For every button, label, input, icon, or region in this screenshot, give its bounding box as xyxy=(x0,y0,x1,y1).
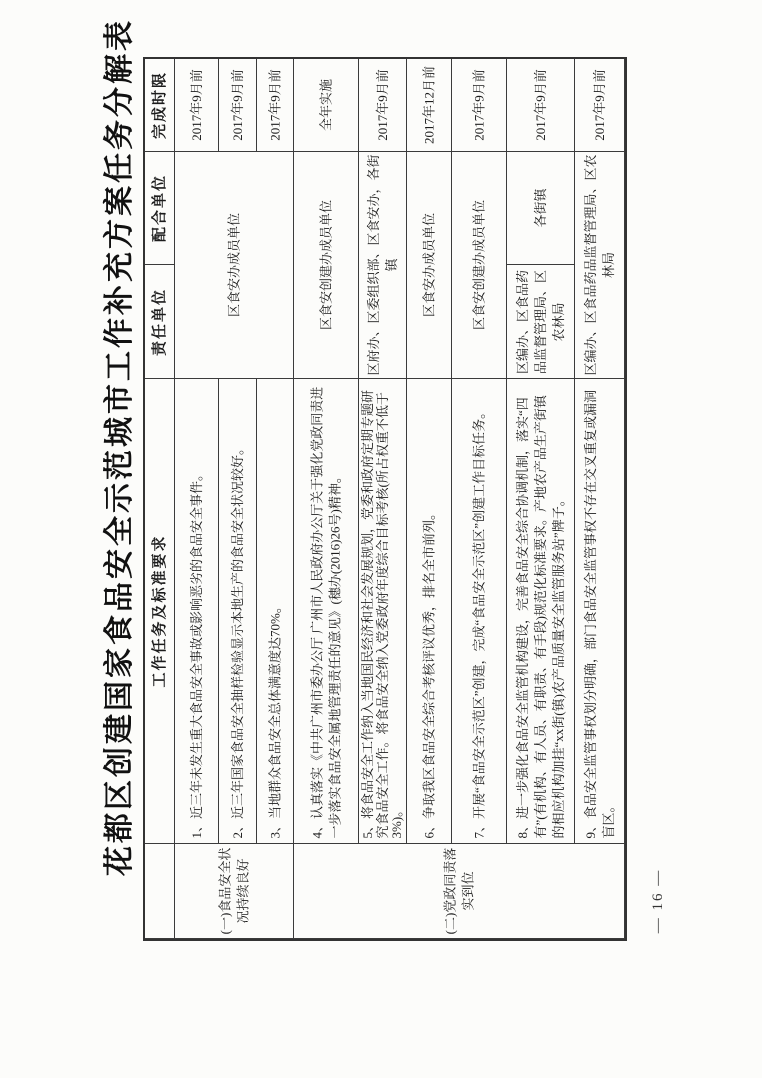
deadline-text: 2017年9月前 xyxy=(591,69,607,141)
task-text: 6、争取我区食品安全综合考核评议优秀，排名全市前列。 xyxy=(421,506,437,839)
units-text: 区食安办成员单位 xyxy=(226,213,242,318)
deadline-text: 2017年9月前 xyxy=(374,69,390,141)
deadline-header-cell xyxy=(145,59,175,152)
deadline-text: 2017年9月前 xyxy=(229,69,245,141)
task-cell-8 xyxy=(507,379,575,844)
page-title: 花都区创建国家食品安全示范城市工作补充方案任务分解表 xyxy=(103,18,136,876)
units-text: 区府办、区委组织部、区食安办，各街镇 xyxy=(365,154,399,376)
cooperating-text: 各街镇 xyxy=(532,188,548,228)
units-merged-cell-task-6 xyxy=(407,152,452,379)
units-merged-cell-task-4 xyxy=(294,152,359,379)
units-merged-cell-tasks-1-3 xyxy=(175,152,294,379)
category-cell-1 xyxy=(175,844,294,939)
page-number: — 16 — xyxy=(650,868,666,934)
deadline-text: 2017年9月前 xyxy=(267,69,283,141)
task-text: 2、近三年国家食品安全抽样检验显示本地生产的食品安全状况较好。 xyxy=(229,441,245,839)
units-merged-cell-task-7 xyxy=(452,152,507,379)
deadline-cell-task-2 xyxy=(219,59,257,152)
deadline-header-label: 完成时限 xyxy=(150,71,168,140)
task-header-cell xyxy=(145,379,175,844)
category-cell-2 xyxy=(294,844,625,939)
responsible-header-cell xyxy=(145,265,175,379)
task-cell-2 xyxy=(219,379,257,844)
deadline-text: 2017年12月前 xyxy=(421,66,437,145)
units-text: 区食安办成员单位 xyxy=(421,213,437,318)
task-table xyxy=(143,57,627,941)
deadline-text: 全年实施 xyxy=(318,79,334,132)
deadline-cell-task-3 xyxy=(257,59,294,152)
units-text: 区食安创建办成员单位 xyxy=(471,200,487,331)
task-text: 9、食品安全监管事权划分明确，部门食品安全监管事权不存在交叉重复或漏洞盲区。 xyxy=(582,389,616,839)
responsible-cell-task-8 xyxy=(507,265,575,379)
deadline-cell-task-6 xyxy=(407,59,452,152)
deadline-text: 2017年9月前 xyxy=(532,69,548,141)
deadline-text: 2017年9月前 xyxy=(471,69,487,141)
deadline-cell-task-5 xyxy=(359,59,407,152)
task-text: 8、进一步强化食品安全监管机构建设，完善食品安全综合协调机制，落实“四有”(有机构、有人员、有职责、有手段)规范化标准要求。产地农产品生产街镇的相应机构加挂“xx街(镇)农产品质量安全监管服务站”牌子。 xyxy=(514,395,566,839)
task-text: 4、认真落实《中共广州市委办公厅 广州市人民政府办公厅关于强化党政同责进一步落实食品安全属地管理责任的意见》(穗办(2016)26号)精神。 xyxy=(309,386,342,839)
task-text: 5、将食品安全工作纳入当地国民经济和社会发展规划，党委和政府定期专题研究食品安全工作。将食品安全纳入党委政府年度综合目标考核(所占权重不低于3%)。 xyxy=(359,389,404,839)
category-corner-cell xyxy=(145,844,175,939)
task-cell-3 xyxy=(257,379,294,844)
cooperating-cell-task-8 xyxy=(507,152,575,265)
deadline-cell-task-9 xyxy=(575,59,625,152)
units-merged-cell-task-5 xyxy=(359,152,407,379)
task-text: 7、开展“食品安全示范区”创建，完成“食品安全示范区”创建工作目标任务。 xyxy=(471,405,487,839)
deadline-cell-task-1 xyxy=(175,59,219,152)
responsible-header-label: 责任单位 xyxy=(150,287,168,356)
deadline-text: 2017年9月前 xyxy=(188,69,204,141)
task-text: 3、当地群众食品安全总体满意度达70%。 xyxy=(267,600,283,839)
category-label: (二)党政同责落实到位 xyxy=(442,847,475,935)
units-merged-cell-task-9 xyxy=(575,152,625,379)
task-text: 1、近三年未发生重大食品安全事故或影响恶劣的食品安全事件。 xyxy=(188,467,204,839)
units-text: 区编办、区食品药品监督管理局、区农林局 xyxy=(582,154,616,376)
task-cell-9 xyxy=(575,379,625,844)
deadline-cell-task-8 xyxy=(507,59,575,152)
task-cell-1 xyxy=(175,379,219,844)
category-label: (一)食品安全状况持续良好 xyxy=(217,847,250,935)
cooperating-header-cell xyxy=(145,152,175,265)
task-cell-4 xyxy=(294,379,359,844)
responsible-text: 区编办、区食品药品监督管理局、区农林局 xyxy=(514,269,566,374)
task-header-label: 工作任务及标准要求 xyxy=(150,534,168,688)
deadline-cell-task-7 xyxy=(452,59,507,152)
task-cell-7 xyxy=(452,379,507,844)
cooperating-header-label: 配合单位 xyxy=(150,174,168,243)
units-text: 区食安创建办成员单位 xyxy=(318,200,334,331)
deadline-cell-task-4 xyxy=(294,59,359,152)
task-cell-6 xyxy=(407,379,452,844)
task-cell-5 xyxy=(359,379,407,844)
